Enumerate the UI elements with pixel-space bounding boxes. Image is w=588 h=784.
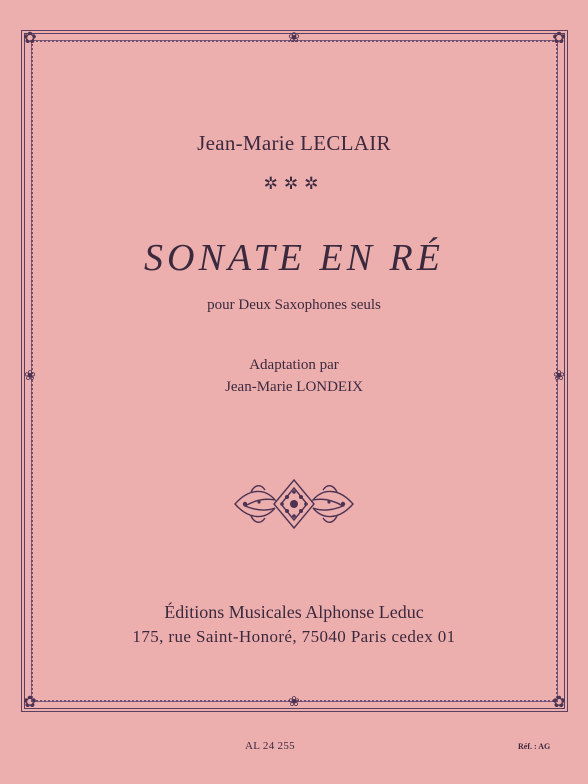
star-ornament: ✲✲✲ [263,174,325,193]
composer-name: Jean-Marie LECLAIR [197,131,391,155]
bottom-center-ornament-icon: ❀ [288,695,300,710]
instrumentation-subtitle: pour Deux Saxophones seuls [207,297,381,313]
corner-ornament-bottom-left-icon: ✿ [23,694,37,711]
left-center-ornament-icon: ❀ [24,369,36,384]
right-center-ornament-icon: ❀ [553,369,565,384]
adapter-name: Jean-Marie LONDEIX [225,379,363,395]
publisher-address: 175, rue Saint-Honoré, 75040 Paris cedex 01 [132,627,456,646]
floral-vignette-icon [231,476,357,532]
corner-ornament-bottom-right-icon: ✿ [552,694,566,711]
corner-ornament-top-left-icon: ✿ [23,30,37,47]
publisher-name: Éditions Musicales Alphonse Leduc [164,602,424,622]
reference-code: Réf. : AG [518,742,551,751]
top-center-ornament-icon: ❀ [288,31,300,46]
corner-ornament-top-right-icon: ✿ [552,30,566,47]
work-title: SONATE EN RÉ [144,237,444,279]
adaptation-label: Adaptation par [249,357,339,373]
catalog-number: AL 24 255 [245,740,295,752]
